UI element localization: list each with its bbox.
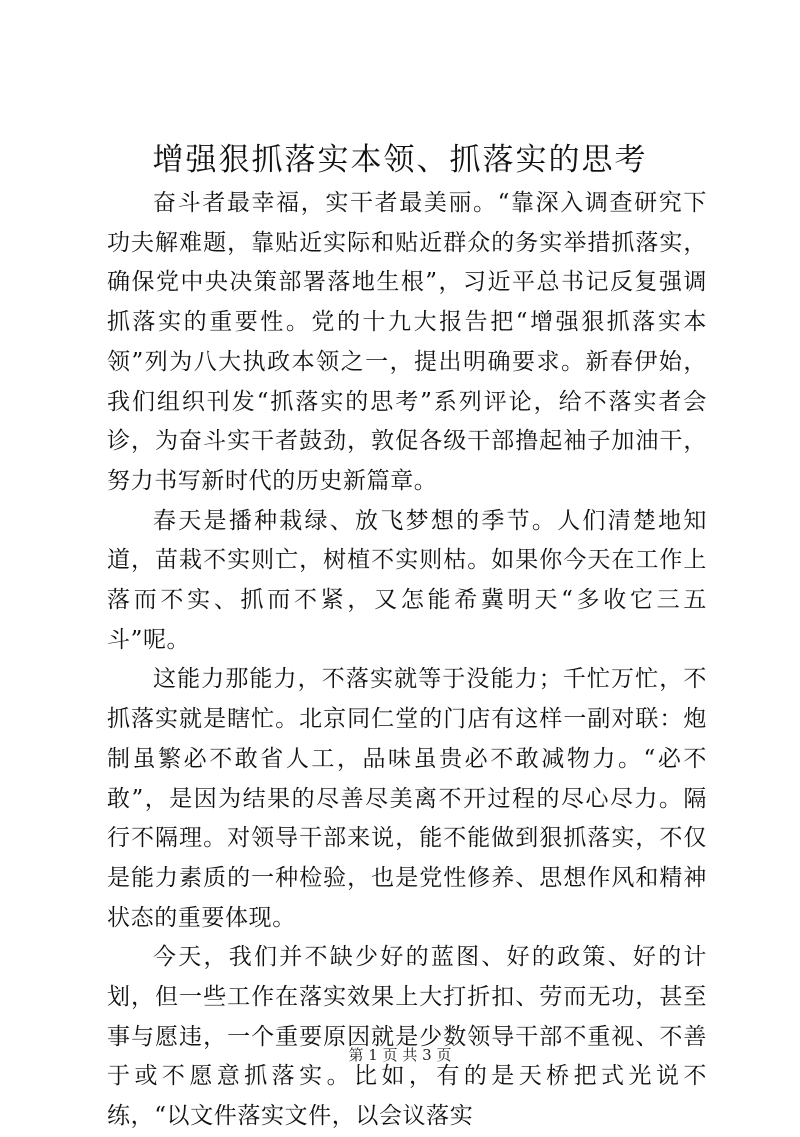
paragraph: 这能力那能力，不落实就等于没能力；千忙万忙，不抓落实就是瞎忙。北京同仁堂的门店有这样一副对联：炮制虽繁必不敢省人工，品味虽贵必不敢减物力。“必不敢”，是因为结果的尽善尽美离不开过程的尽心尽力。隔行不隔理。对领导干部来说，能不能做到狠抓落实，不仅是能力素质的一种检验，也是党性修养、思想作风和精神状态的重要体现。 [107, 666, 707, 931]
paragraph: 奋斗者最幸福，实干者最美丽。“靠深入调查研究下功夫解难题，靠贴近实际和贴近群众的务实举措抓落实，确保党中央决策部署落地生根”，习近平总书记反复强调抓落实的重要性。党的十九大报告把“增强狠抓落实本领”列为八大执政本领之一，提出明确要求。新春伊始，我们组织刊发“抓落实的思考”系列评论，给不落实者会诊，为奋斗实干者鼓劲，敦促各级干部撸起袖子加油干，努力书写新时代的历史新篇章。 [107, 190, 707, 494]
paragraph: 今天，我们并不缺少好的蓝图、好的政策、好的计划，但一些工作在落实效果上大打折扣、劳而无功，甚至事与愿违，一个重要原因就是少数领导干部不重视、不善于或不愿意抓落实。比如，有的是天桥把式光说不练，“以文件落实文件，以会议落实 [107, 944, 707, 1130]
paragraph: 春天是播种栽绿、放飞梦想的季节。人们清楚地知道，苗栽不实则亡，树植不实则枯。如果你今天在工作上落而不实、抓而不紧，又怎能希冀明天“多收它三五斗”呢。 [107, 507, 707, 653]
page-number-footer: 第 1 页 共 3 页 [348, 1046, 452, 1064]
document-body [107, 184, 707, 1137]
document-title: 增强狠抓落实本领、抓落实的思考 [152, 142, 648, 178]
